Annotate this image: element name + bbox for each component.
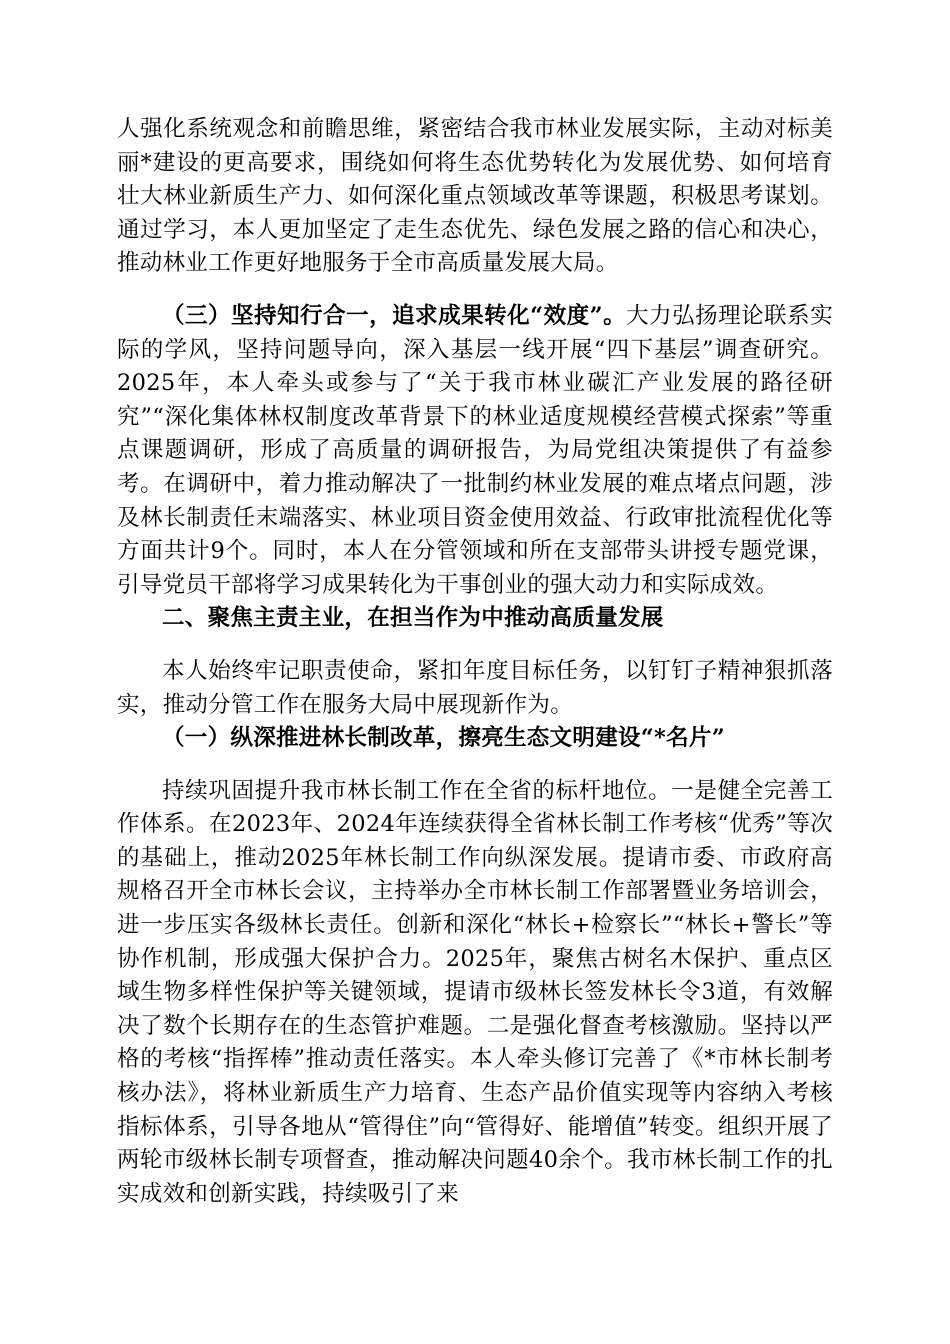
paragraph-duties-intro: 本人始终牢记职责使命，紧扣年度目标任务，以钉钉子精神狠抓落实，推动分管工作在服务大局中展现新作为。 <box>117 657 833 718</box>
subheading-forest-chief-reform: （一）纵深推进林长制改革，擦亮生态文明建设“*名片” <box>162 725 725 752</box>
document-page <box>117 113 833 1211</box>
paragraph-study-reflection: 人强化系统观念和前瞻思维，紧密结合我市林业发展实际，主动对标美丽*建设的更高要求，围绕如何将生态优势转化为发展优势、如何培育壮大林业新质生产力、如何深化重点领域改革等课题，积极思考谋划。通过学习，本人更加坚定了走生态优先、绿色发展之路的信心和决心，推动林业工作更好地服务于全市高质量发展大局。 <box>117 116 833 277</box>
paragraph-forest-chief-reform: 持续巩固提升我市林长制工作在全省的标杆地位。一是健全完善工作体系。在2023年、2024年连续获得全省林长制工作考核“优秀”等次的基础上，推动2025年林长制工作向纵深发展。提请市委、市政府高规格召开全市林长会议，主持举办全市林长制工作部署暨业务培训会，进一步压实各级林长责任。创新和深化“林长+检察长”“林长+警长”等协作机制，形成强大保护合力。2025年，聚焦古树名木保护、重点区域生物多样性保护等关键领域，提请市级林长签发林长令3道，有效解决了数个长期存在的生态管护难题。二是强化督查考核激励。坚持以严格的考核“指挥棒”推动责任落实。本人牵头修订完善了《*市林长制考核办法》，将林业新质生产力培育、生态产品价值实现等内容纳入考核指标体系，引导各地从“管得住”向“管得好、能增值”转变。组织开展了两轮市级林长制专项督查，推动解决问题40余个。我市林长制工作的扎实成效和创新实践，持续吸引了来 <box>117 777 833 1207</box>
section-heading-main-duties: 二、聚焦主责主业，在担当作为中推动高质量发展 <box>162 605 664 632</box>
subheading-knowledge-action: （三）坚持知行合一，追求成果转化“效度”。 <box>162 302 627 329</box>
paragraph-knowledge-action <box>117 300 833 602</box>
paragraph-knowledge-action-body: 大力弘扬理论联系实际的学风，坚持问题导向，深入基层一线开展“四下基层”调查研究。2025年，本人牵头或参与了“关于我市林业碳汇产业发展的路径研究”“深化集体林权制度改革背景下的林业适度规模经营模式探索”等重点课题调研，形成了高质量的调研报告，为局党组决策提供了有益参考。在调研中，着力推动解决了一批制约林业发展的难点堵点问题，涉及林长制责任末端落实、林业项目资金使用效益、行政审批流程优化等方面共计9个。同时，本人在分管领域和所在支部带头讲授专题党课，引导党员干部将学习成果转化为干事创业的强大动力和实际成效。 <box>117 302 833 598</box>
